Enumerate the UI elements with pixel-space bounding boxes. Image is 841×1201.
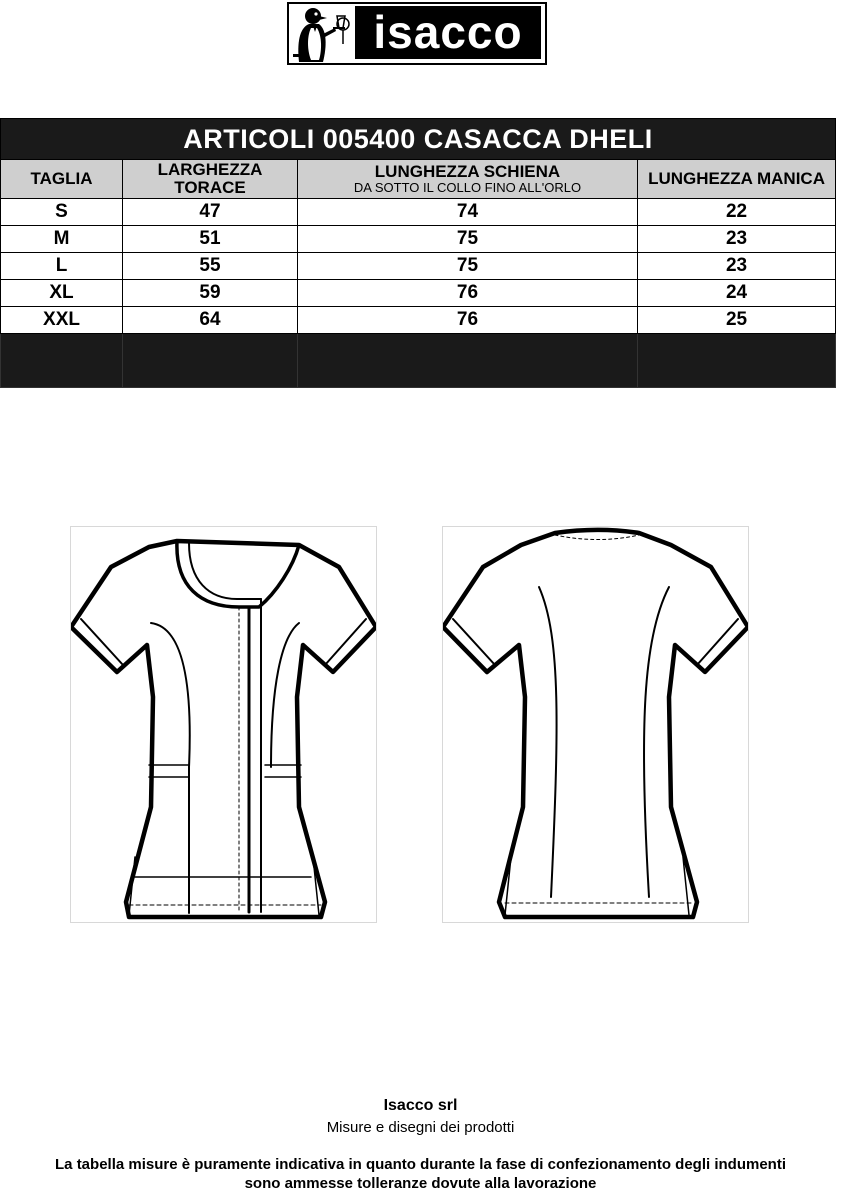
- header-back-length-note: DA SOTTO IL COLLO FINO ALL'ORLO: [353, 180, 582, 195]
- disclaimer: [0, 1155, 841, 1193]
- disclaimer-line-2: sono ammesse tolleranze dovute alla lavorazione: [244, 1175, 597, 1192]
- cell-chest: 47: [123, 199, 298, 226]
- disclaimer-line-1: La tabella misure è puramente indicativa in quanto durante la fase di confezionamento degli indumenti: [55, 1156, 786, 1173]
- cell-sleeve: 25: [638, 307, 836, 334]
- cell-back: 75: [298, 226, 638, 253]
- garment-back-drawing: [442, 526, 749, 923]
- table-row: [1, 199, 836, 226]
- penguin-waiter-icon: [289, 4, 355, 63]
- table-row: [1, 307, 836, 334]
- cell-chest: 59: [123, 280, 298, 307]
- tunic-front-illustration: [71, 527, 376, 922]
- brand-name: isacco: [355, 6, 541, 59]
- cell-size: L: [1, 253, 123, 280]
- company-name: Isacco srl: [383, 1097, 458, 1114]
- cell-sleeve: 22: [638, 199, 836, 226]
- header-sleeve-length: LUNGHEZZA MANICA: [638, 160, 836, 199]
- cell-size: S: [1, 199, 123, 226]
- brand-logo: [287, 2, 547, 65]
- table-row: [1, 226, 836, 253]
- header-back-length: LUNGHEZZA SCHIENA DA SOTTO IL COLLO FINO ALL'ORLO: [298, 160, 638, 199]
- header-size: TAGLIA: [1, 160, 123, 199]
- cell-size: XXL: [1, 307, 123, 334]
- tunic-back-illustration: [443, 527, 748, 922]
- cell-sleeve: 24: [638, 280, 836, 307]
- cell-sleeve: 23: [638, 226, 836, 253]
- cell-back: 74: [298, 199, 638, 226]
- cell-size: XL: [1, 280, 123, 307]
- table-row: [1, 253, 836, 280]
- cell-back: 76: [298, 280, 638, 307]
- cell-size: M: [1, 226, 123, 253]
- table-header-row: [1, 160, 836, 199]
- cell-chest: 51: [123, 226, 298, 253]
- garment-front-drawing: [70, 526, 377, 923]
- size-table: [0, 118, 836, 388]
- header-chest-width: LARGHEZZA TORACE: [123, 160, 298, 199]
- cell-back: 76: [298, 307, 638, 334]
- table-row: [1, 280, 836, 307]
- cell-chest: 55: [123, 253, 298, 280]
- table-title: ARTICOLI 005400 CASACCA DHELI: [1, 119, 836, 160]
- cell-chest: 64: [123, 307, 298, 334]
- table-footer-row: [1, 334, 836, 388]
- cell-sleeve: 23: [638, 253, 836, 280]
- table-title-row: [1, 119, 836, 160]
- document-subtitle: Misure e disegni dei prodotti: [326, 1119, 515, 1136]
- cell-back: 75: [298, 253, 638, 280]
